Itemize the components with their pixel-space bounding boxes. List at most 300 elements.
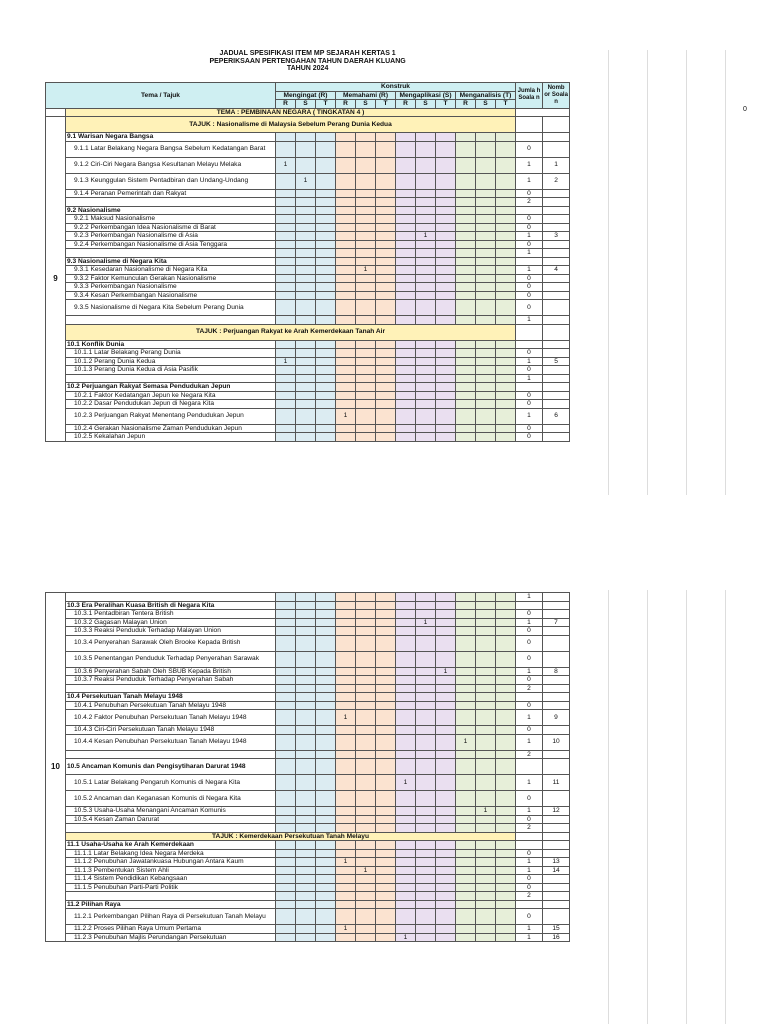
konstruk-cell (336, 340, 356, 349)
item-label: 9.3.2 Faktor Kemunculan Gerakan Nasionalisme (66, 274, 276, 283)
konstruk-cell (436, 257, 456, 266)
nombor-cell (543, 383, 570, 392)
konstruk-cell (276, 391, 296, 400)
konstruk-cell (436, 734, 456, 750)
konstruk-cell (356, 157, 376, 173)
konstruk-cell (396, 726, 416, 735)
jumlah-cell: 0 (516, 141, 543, 157)
grid-line (725, 50, 726, 495)
konstruk-cell (456, 627, 476, 636)
konstruk-cell (336, 198, 356, 207)
jumlah-cell: 0 (516, 283, 543, 292)
konstruk-cell (296, 240, 316, 249)
jumlah-cell: 0 (516, 909, 543, 925)
konstruk-cell (276, 791, 296, 807)
konstruk-cell (376, 601, 396, 610)
grid-line (686, 50, 687, 495)
konstruk-cell (276, 141, 296, 157)
konstruk-cell (496, 807, 516, 816)
konstruk-cell (336, 618, 356, 627)
konstruk-cell (416, 189, 436, 198)
konstruk-cell (316, 710, 336, 726)
konstruk-cell (296, 283, 316, 292)
konstruk-cell (456, 316, 476, 325)
konstruk-cell (376, 684, 396, 693)
konstruk-cell (476, 283, 496, 292)
konstruk-cell (396, 424, 416, 433)
konstruk-cell (296, 701, 316, 710)
konstruk-cell (376, 651, 396, 667)
konstruk-cell (376, 693, 396, 702)
table-row (46, 283, 570, 292)
nombor-cell (543, 240, 570, 249)
konstruk-cell (416, 710, 436, 726)
konstruk-cell (476, 274, 496, 283)
konstruk-cell (336, 283, 356, 292)
konstruk-cell (476, 635, 496, 651)
konstruk-cell (296, 759, 316, 775)
level-header: S (416, 100, 436, 109)
konstruk-cell (456, 892, 476, 901)
konstruk-cell (456, 909, 476, 925)
konstruk-cell (456, 684, 476, 693)
jumlah-cell: 0 (516, 400, 543, 409)
konstruk-cell (276, 759, 296, 775)
konstruk-cell (336, 933, 356, 942)
konstruk-cell (316, 133, 336, 142)
konstruk-cell (356, 824, 376, 833)
konstruk-cell (276, 849, 296, 858)
konstruk-cell (276, 206, 296, 215)
konstruk-cell (376, 635, 396, 651)
jumlah-cell: 0 (516, 215, 543, 224)
nombor-cell (543, 424, 570, 433)
konstruk-cell (316, 383, 336, 392)
konstruk-cell (376, 349, 396, 358)
item-label: 10.2.5 Kekalahan Jepun (66, 433, 276, 442)
item-label: 9.1.2 Ciri-Ciri Negara Bangsa Kesultanan Melayu Melaka (66, 157, 276, 173)
nombor-cell (543, 391, 570, 400)
konstruk-cell (436, 710, 456, 726)
konstruk-cell (296, 866, 316, 875)
konstruk-cell (456, 593, 476, 602)
item-label: 10.1.3 Perang Dunia Kedua di Asia Pasifik (66, 366, 276, 375)
konstruk-cell (336, 349, 356, 358)
konstruk-cell (456, 883, 476, 892)
konstruk-cell (316, 651, 336, 667)
konstruk-cell (416, 433, 436, 442)
konstruk-cell: 1 (416, 618, 436, 627)
konstruk-cell (276, 249, 296, 258)
konstruk-cell (356, 206, 376, 215)
subtopic-label: 9.2 Nasionalisme (66, 206, 276, 215)
subtopic-label: 11.1 Usaha-Usaha ke Arah Kemerdekaan (66, 841, 276, 850)
konstruk-cell (276, 701, 296, 710)
nombor-cell (543, 676, 570, 685)
konstruk-cell (416, 791, 436, 807)
konstruk-cell (416, 291, 436, 300)
table-row (46, 627, 570, 636)
konstruk-cell (316, 841, 336, 850)
konstruk-cell (376, 883, 396, 892)
konstruk-cell (316, 257, 336, 266)
konstruk-cell (356, 316, 376, 325)
konstruk-cell (496, 223, 516, 232)
jumlah-cell: 0 (516, 300, 543, 316)
konstruk-cell (396, 701, 416, 710)
konstruk-cell (376, 383, 396, 392)
konstruk-cell (456, 400, 476, 409)
konstruk-cell (356, 807, 376, 816)
konstruk-cell (436, 206, 456, 215)
konstruk-cell (336, 383, 356, 392)
konstruk-cell (356, 300, 376, 316)
konstruk-cell (416, 283, 436, 292)
jumlah-cell: 1 (516, 173, 543, 189)
chapter-number: 10 (46, 593, 66, 942)
konstruk-cell (456, 300, 476, 316)
konstruk-cell (296, 858, 316, 867)
konstruk-cell (436, 883, 456, 892)
konstruk-cell (496, 340, 516, 349)
nombor-cell (543, 684, 570, 693)
konstruk-cell (336, 734, 356, 750)
konstruk-cell (276, 909, 296, 925)
konstruk-cell (456, 340, 476, 349)
konstruk-cell (396, 710, 416, 726)
konstruk-cell (456, 266, 476, 275)
nombor-cell: 3 (543, 232, 570, 241)
konstruk-cell (496, 900, 516, 909)
table-row (46, 933, 570, 942)
konstruk-cell (356, 340, 376, 349)
table-row (46, 734, 570, 750)
konstruk-cell (456, 726, 476, 735)
konstruk-cell (436, 791, 456, 807)
konstruk-cell (396, 291, 416, 300)
konstruk-cell (296, 189, 316, 198)
konstruk-cell (296, 909, 316, 925)
konstruk-cell (456, 249, 476, 258)
konstruk-cell (336, 883, 356, 892)
konstruk-cell (496, 283, 516, 292)
nombor-cell (543, 883, 570, 892)
konstruk-cell (476, 791, 496, 807)
konstruk-cell (376, 283, 396, 292)
jumlah-cell: 0 (516, 366, 543, 375)
konstruk-cell: 1 (276, 157, 296, 173)
total-row (46, 684, 570, 693)
konstruk-cell (276, 635, 296, 651)
konstruk-cell (416, 676, 436, 685)
konstruk-cell (476, 734, 496, 750)
konstruk-cell (496, 433, 516, 442)
jumlah-cell (516, 759, 543, 775)
konstruk-cell (316, 925, 336, 934)
konstruk-cell (376, 340, 396, 349)
konstruk-cell (276, 710, 296, 726)
grid-line (608, 50, 609, 495)
konstruk-cell (396, 300, 416, 316)
tajuk-row (46, 324, 570, 340)
konstruk-cell (316, 635, 336, 651)
konstruk-cell (456, 189, 476, 198)
konstruk-cell (436, 157, 456, 173)
level-header: T (316, 100, 336, 109)
konstruk-cell (376, 627, 396, 636)
konstruk-cell (356, 651, 376, 667)
jumlah-cell: 0 (516, 849, 543, 858)
konstruk-cell (336, 791, 356, 807)
konstruk-cell (416, 141, 436, 157)
konstruk-cell (336, 593, 356, 602)
konstruk-cell (436, 618, 456, 627)
konstruk-cell (276, 223, 296, 232)
table-row (46, 925, 570, 934)
konstruk-cell (496, 883, 516, 892)
konstruk-cell (296, 815, 316, 824)
konstruk-cell (376, 701, 396, 710)
nombor-cell (543, 249, 570, 258)
konstruk-cell (296, 849, 316, 858)
konstruk-cell: 1 (476, 807, 496, 816)
nombor-cell (543, 257, 570, 266)
konstruk-cell (416, 900, 436, 909)
konstruk-cell (456, 601, 476, 610)
konstruk-cell (296, 408, 316, 424)
jumlah-cell: 0 (516, 883, 543, 892)
nombor-cell: 15 (543, 925, 570, 934)
konstruk-cell (296, 198, 316, 207)
konstruk-cell (376, 858, 396, 867)
konstruk-cell (456, 635, 476, 651)
konstruk-cell (496, 349, 516, 358)
konstruk-cell (416, 750, 436, 759)
konstruk-cell (436, 759, 456, 775)
konstruk-cell (416, 408, 436, 424)
jumlah-cell (516, 340, 543, 349)
nombor-cell (543, 900, 570, 909)
konstruk-cell (376, 157, 396, 173)
jumlah-cell: 2 (516, 824, 543, 833)
konstruk-cell (376, 710, 396, 726)
konstruk-cell (356, 374, 376, 383)
konstruk-cell (296, 710, 316, 726)
konstruk-cell (476, 892, 496, 901)
konstruk-cell (496, 374, 516, 383)
konstruk-cell (376, 791, 396, 807)
konstruk-cell (356, 791, 376, 807)
nombor-cell (543, 627, 570, 636)
konstruk-cell (376, 618, 396, 627)
konstruk-cell (436, 933, 456, 942)
konstruk-cell (276, 775, 296, 791)
konstruk-cell (376, 676, 396, 685)
konstruk-cell (276, 892, 296, 901)
nombor-cell: 11 (543, 775, 570, 791)
konstruk-cell (376, 266, 396, 275)
jumlah-header: Jumla h Soala n (516, 83, 543, 109)
konstruk-cell (316, 726, 336, 735)
konstruk-cell (496, 257, 516, 266)
konstruk-cell (496, 391, 516, 400)
konstruk-cell (356, 849, 376, 858)
item-label: 10.3.4 Penyerahan Sarawak Oleh Brooke Kepada British (66, 635, 276, 651)
konstruk-cell (396, 734, 416, 750)
jumlah-cell: 2 (516, 684, 543, 693)
konstruk-cell (436, 750, 456, 759)
subtopic-label: 10.3 Era Peralihan Kuasa British di Negara Kita (66, 601, 276, 610)
nombor-cell (543, 824, 570, 833)
konstruk-cell (496, 232, 516, 241)
konstruk-cell (476, 875, 496, 884)
konstruk-cell (436, 232, 456, 241)
konstruk-cell: 1 (336, 710, 356, 726)
konstruk-cell: 1 (296, 173, 316, 189)
sub-row (46, 257, 570, 266)
table-row (46, 232, 570, 241)
table-row (46, 858, 570, 867)
doc-title: JADUAL SPESIFIKASI ITEM MP SEJARAH KERTAS 1 (219, 50, 396, 57)
konstruk-cell (456, 173, 476, 189)
table-row (46, 391, 570, 400)
konstruk-cell (416, 684, 436, 693)
konstruk-cell (376, 249, 396, 258)
item-label: 11.2.1 Perkembangan Pilihan Raya di Persekutuan Tanah Melayu (66, 909, 276, 925)
konstruk-cell (376, 291, 396, 300)
konstruk-cell (276, 651, 296, 667)
konstruk-cell (416, 593, 436, 602)
nombor-cell (543, 750, 570, 759)
konstruk-cell (456, 651, 476, 667)
konstruk-cell (456, 291, 476, 300)
konstruk-cell (276, 933, 296, 942)
konstruk-cell (456, 866, 476, 875)
sub-row (46, 601, 570, 610)
konstruk-cell (336, 374, 356, 383)
konstruk-cell (436, 400, 456, 409)
konstruk-cell (436, 274, 456, 283)
total-row (46, 249, 570, 258)
nombor-cell: 5 (543, 357, 570, 366)
table-row (46, 775, 570, 791)
konstruk-cell (376, 892, 396, 901)
konstruk-cell (436, 610, 456, 619)
jumlah-cell (516, 133, 543, 142)
table-row (46, 291, 570, 300)
konstruk-cell (296, 374, 316, 383)
konstruk-cell (336, 676, 356, 685)
konstruk-cell (296, 391, 316, 400)
konstruk-cell (496, 400, 516, 409)
konstruk-cell (356, 775, 376, 791)
konstruk-cell (476, 676, 496, 685)
konstruk-cell (396, 593, 416, 602)
konstruk-cell (436, 340, 456, 349)
konstruk-cell (336, 635, 356, 651)
konstruk-cell (296, 883, 316, 892)
konstruk-cell (496, 266, 516, 275)
konstruk-cell (476, 357, 496, 366)
jumlah-cell: 1 (516, 667, 543, 676)
table-row (46, 357, 570, 366)
konstruk-cell (476, 189, 496, 198)
nombor-cell (543, 133, 570, 142)
konstruk-cell (416, 257, 436, 266)
konstruk-cell (376, 866, 396, 875)
konstruk-cell (436, 849, 456, 858)
konstruk-cell (456, 618, 476, 627)
konstruk-header: Konstruk (276, 83, 516, 92)
item-label: 10.2.1 Faktor Kedatangan Jepun ke Negara Kita (66, 391, 276, 400)
konstruk-cell (416, 610, 436, 619)
jumlah-cell: 1 (516, 357, 543, 366)
jumlah-cell: 1 (516, 157, 543, 173)
konstruk-cell (376, 215, 396, 224)
konstruk-cell (376, 316, 396, 325)
konstruk-cell (456, 807, 476, 816)
konstruk-cell (296, 366, 316, 375)
jumlah-cell: 0 (516, 701, 543, 710)
sub-row (46, 693, 570, 702)
konstruk-cell (316, 684, 336, 693)
konstruk-cell (316, 734, 336, 750)
table-row (46, 618, 570, 627)
konstruk-cell (496, 759, 516, 775)
konstruk-cell (296, 875, 316, 884)
konstruk-cell (296, 900, 316, 909)
konstruk-cell (296, 750, 316, 759)
jumlah-cell: 1 (516, 858, 543, 867)
jumlah-cell: 1 (516, 775, 543, 791)
konstruk-cell (356, 676, 376, 685)
konstruk-cell (456, 215, 476, 224)
nombor-cell (543, 283, 570, 292)
table-row (46, 300, 570, 316)
konstruk-cell (436, 433, 456, 442)
konstruk-cell (416, 866, 436, 875)
item-label: 9.2.4 Perkembangan Nasionalisme di Asia Tenggara (66, 240, 276, 249)
konstruk-cell (276, 925, 296, 934)
konstruk-cell (356, 357, 376, 366)
item-label: 11.1.3 Pembentukan Sistem Ahli (66, 866, 276, 875)
konstruk-cell (416, 807, 436, 816)
konstruk-cell (396, 693, 416, 702)
konstruk-cell (316, 676, 336, 685)
nombor-cell: 16 (543, 933, 570, 942)
item-label: 10.3.5 Penentangan Penduduk Terhadap Penyerahan Sarawak (66, 651, 276, 667)
konstruk-cell (376, 759, 396, 775)
konstruk-cell (476, 316, 496, 325)
jumlah-cell: 0 (516, 791, 543, 807)
konstruk-cell (396, 173, 416, 189)
konstruk-cell (336, 424, 356, 433)
konstruk-cell (436, 316, 456, 325)
konstruk-cell (456, 610, 476, 619)
group-header: Memahami (R) (336, 91, 396, 100)
table-row (46, 223, 570, 232)
jumlah-cell: 1 (516, 232, 543, 241)
konstruk-cell (456, 257, 476, 266)
konstruk-cell (336, 391, 356, 400)
konstruk-cell (316, 909, 336, 925)
konstruk-cell (436, 775, 456, 791)
konstruk-cell (296, 232, 316, 241)
konstruk-cell (436, 684, 456, 693)
jumlah-cell: 0 (516, 274, 543, 283)
konstruk-cell (376, 933, 396, 942)
item-label: 9.1.3 Keunggulan Sistem Pentadbiran dan Undang-Undang (66, 173, 276, 189)
